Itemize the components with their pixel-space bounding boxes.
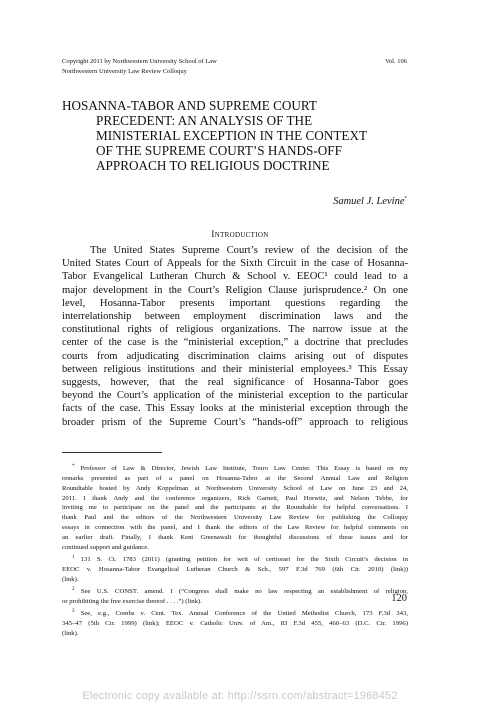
- body-line: center of the case is the “ministerial exception,” a doctrine that precludes: [62, 337, 408, 349]
- section-rest: NTRODUCTION: [214, 231, 269, 239]
- footnote-text: Professor of Law & Director, Jewish Law Institute, Touro Law Center. This Essay is based on my: [80, 465, 408, 473]
- footnote-text: (link).: [62, 575, 79, 583]
- footnote-text: See, e.g., Combs v. Cent. Tex. Annual Conference of the United Methodist Church, 173 F.3d 343,: [80, 610, 408, 618]
- title-line: PRECEDENT: AN ANALYSIS OF THE: [96, 113, 313, 128]
- footnote-divider: [62, 452, 162, 453]
- footnote: [62, 585, 408, 607]
- footnote-text: inviting me to participate on the panel and the participants at the Roundtable for helpful conversations. I: [62, 504, 408, 512]
- footnote-text: an earlier draft. Finally, I thank Kent Greenawalt for thoughtful discussions of these issues and for: [62, 533, 408, 541]
- footnote-line: [62, 585, 408, 597]
- footnote-line: [62, 494, 408, 504]
- body-line: broader prism of the Supreme Court’s “hands-off” approach to religious: [62, 416, 408, 428]
- footnote-line: [62, 607, 408, 619]
- page-number: 120: [391, 593, 407, 604]
- footnote: [62, 607, 408, 639]
- footnote-line: [62, 484, 408, 494]
- footnote-mark: 3: [72, 609, 75, 615]
- body-line: major development in the Court’s Religion Clause jurisprudence.² On one: [62, 284, 408, 296]
- section-initial: I: [211, 229, 215, 239]
- footnote-line: [62, 597, 408, 607]
- journal-name: Northwestern University Law Review Colloquy: [62, 68, 187, 75]
- body-line: suggests, however, that the real significance of Hosanna-Tabor goes: [62, 377, 408, 389]
- ssrn-download-footer[interactable]: Electronic copy available at: http://ssrn.com/abstract=1968452: [82, 690, 398, 702]
- footnote-line: [62, 462, 408, 474]
- body-line: between religious institutions and their ministerial employees.³ This Essay: [62, 363, 408, 375]
- running-header-left: [62, 57, 217, 77]
- footnote-line: [62, 575, 408, 585]
- body-line: The United States Supreme Court’s review of the decision of the: [90, 245, 408, 256]
- body-line: United States Court of Appeals for the Sixth Circuit in the case of Hosanna-: [62, 258, 408, 270]
- title-line: OF THE SUPREME COURT’S HANDS-OFF: [96, 143, 342, 158]
- body-line: Tabor Evangelical Lutheran Church & School v. EEOC¹ could lead to a: [62, 271, 408, 283]
- footnote-mark: 1: [72, 554, 75, 560]
- footnote-text: 345–47 (5th Cir. 1999) (link); EEOC v. Catholic Univ. of Am., 83 F.3d 455, 460–63 (D.C. Cir. 1996): [62, 620, 408, 628]
- footnote-text: or prohibiting the free exercise thereof . . . .”) (link).: [62, 598, 202, 606]
- footnote-text: continued support and guidance.: [62, 543, 149, 551]
- body-line: interrelationship between employment discrimination laws and the: [62, 311, 408, 323]
- footnote-mark: *: [72, 464, 75, 469]
- body-line: facts of the case. This Essay looks at the ministerial exception through the: [62, 403, 408, 415]
- footnote-text: 2011. I thank Andy and the conference organizers, Rick Garnett, Paul Horwitz, and Nelson Tebbe, for: [62, 494, 408, 502]
- title-line: APPROACH TO RELIGIOUS DOCTRINE: [96, 158, 330, 173]
- footnote: [62, 553, 408, 585]
- author-name: Samuel J. Levine: [333, 196, 405, 207]
- footnote-line: [62, 523, 408, 533]
- footnote-line: [62, 503, 408, 513]
- footnote-line: [62, 553, 408, 565]
- footnote-text: See U.S. CONST. amend. I (“Congress shall make no law respecting an establishment of religion,: [80, 588, 408, 596]
- body-line: beyond the Court’s application of the ministerial exception to the particular: [62, 390, 408, 402]
- body-line: level, Hosanna-Tabor presents important questions regarding the: [62, 297, 408, 309]
- section-heading: [0, 229, 480, 239]
- volume-label: Vol. 106: [385, 58, 407, 65]
- footnote-text: 131 S. Ct. 1783 (2011) (granting petition for writ of certiorari for the Sixth Circuit’s decision in: [80, 556, 408, 564]
- body-text: [62, 244, 408, 429]
- footnote-text: thank Paul and the editors of the Northwestern University Law Review for publishing the Colloquy: [62, 514, 408, 522]
- footnote-text: remarks presented as part of a panel on Hosanna-Tabor at the Second Annual Law and Religion: [62, 475, 408, 483]
- body-line: constitutional rights of religious organizations. The narrow issue at the: [62, 324, 408, 336]
- footnote-line: [62, 619, 408, 629]
- footnote-line: [62, 533, 408, 543]
- footnote-line: [62, 565, 408, 575]
- copyright-line: Copyright 2011 by Northwestern University School of Law: [62, 58, 217, 65]
- footnote-text: essays in connection with the panel, and I thank the editors of the Law Review for helpful comments on: [62, 524, 408, 532]
- footnote-mark: 2: [72, 587, 75, 593]
- footnote-text: (link).: [62, 630, 79, 638]
- title-line: MINISTERIAL EXCEPTION IN THE CONTEXT: [96, 128, 368, 143]
- footnote-text: EEOC v. Hosanna-Tabor Evangelical Lutheran Church & Sch., 597 F.3d 769 (6th Cir. 2010) (link)): [62, 565, 408, 573]
- footnote: [62, 462, 408, 552]
- footnote-line: [62, 629, 408, 639]
- footnote-line: [62, 474, 408, 484]
- footnote-line: [62, 543, 408, 553]
- footnote-text: Roundtable hosted by Andy Koppelman at Northwestern University School of Law on June 23 and 24,: [62, 484, 408, 492]
- author-footnote-mark: *: [404, 196, 407, 202]
- article-title: [62, 98, 422, 173]
- footnote-line: [62, 513, 408, 523]
- body-line: courts from adjudicating discrimination claims arising out of disputes: [62, 350, 408, 362]
- footnotes: [62, 462, 408, 639]
- title-line: HOSANNA-TABOR AND SUPREME COURT: [62, 98, 317, 113]
- author-byline: [333, 196, 407, 207]
